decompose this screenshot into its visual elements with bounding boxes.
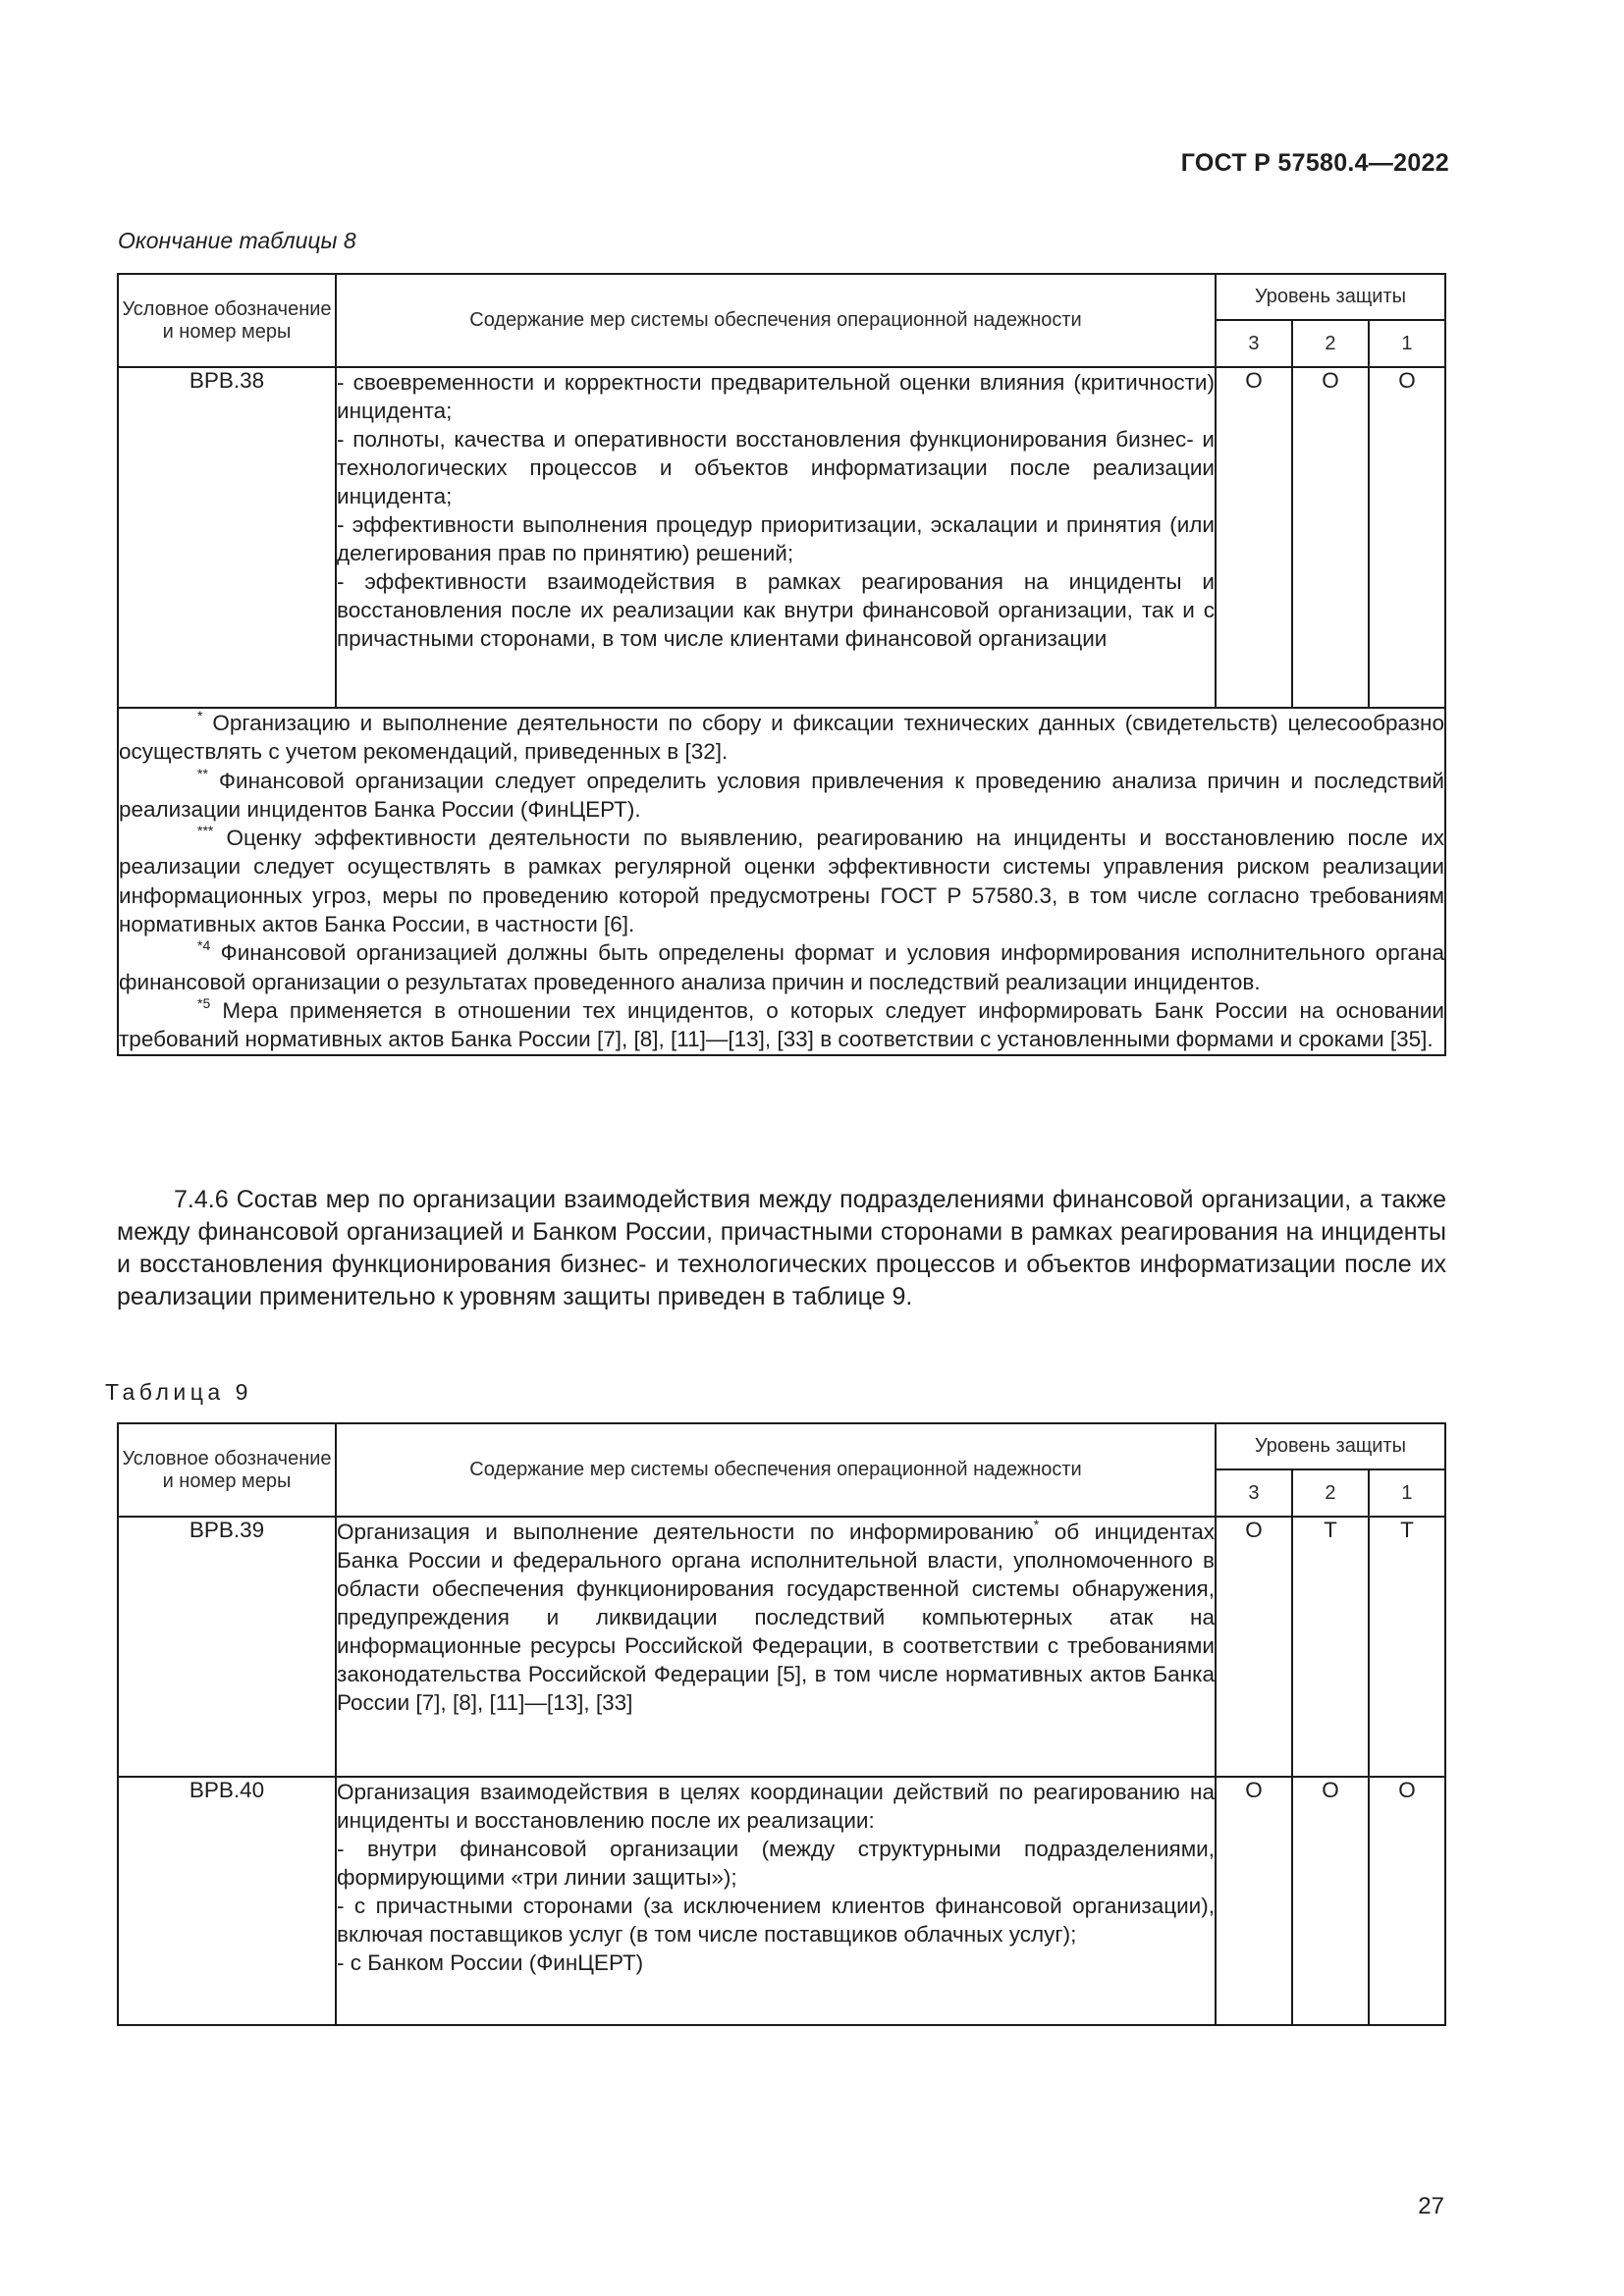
footnote [119, 996, 1444, 1054]
table-9 [117, 1422, 1446, 2026]
table-row [118, 367, 1445, 708]
footnote-text: Финансовой организацией должны быть определены формат и условия информирования исполнительного органа финансовой организации о результатах проведенного анализа причин и последствий реализации инцидентов. [119, 940, 1444, 994]
measure-line: - с причастными сторонами (за исключением клиентов финансовой организации), включая поставщиков услуг (в том числе поставщиков облачных услуг); [337, 1894, 1215, 1947]
measure-line: - полноты, качества и оперативности восстановления функционирования бизнес- и технологических процессов и объектов информатизации после реализации инцидента; [337, 427, 1215, 508]
page-number: 27 [1418, 2193, 1444, 2219]
footnote-text: Оценку эффективности деятельности по выявлению, реагированию на инциденты и восстановлению после их реализации следует осуществлять в рамках регулярной оценки эффективности системы управления риском реализации информационных угроз, меры по проведению которой предусмотрены ГОСТ Р 57580.3, в том числе согласно требованиям нормативных актов Банка России, в частности [6]. [119, 826, 1444, 937]
column-header-content: Содержание мер системы обеспечения операционной надежности [336, 1423, 1216, 1517]
level-1-value: О [1369, 1777, 1445, 2025]
column-header-content: Содержание мер системы обеспечения операционной надежности [336, 274, 1216, 367]
measure-content [336, 1517, 1216, 1777]
level-3-value: О [1216, 1777, 1292, 2025]
table-notes-row [118, 708, 1445, 1055]
footnote-text: Мера применяется в отношении тех инцидентов, о которых следует информировать Банк России на основании требований нормативных актов Банка России [7], [8], [11]—[13], [33] в соответствии с установленными формами и сроками [35]. [119, 997, 1444, 1052]
footnote [119, 767, 1444, 825]
measure-line: - эффективности выполнения процедур приоритизации, эскалации и принятия (или делегирования прав по принятию) решений; [337, 512, 1215, 565]
section-paragraph: 7.4.6 Состав мер по организации взаимодействия между подразделениями финансовой организации, а также между финансовой организацией и Банком России, причастными сторонами в рамках реагирования на инциденты и восстановления функционирования бизнес- и технологических процессов и объектов информатизации после их реализации применительно к уровням защиты приведен в таблице 9. [117, 1186, 1446, 1310]
column-header-code: Условное обозначение и номер меры [118, 1423, 336, 1517]
column-header-level: Уровень защиты [1216, 274, 1445, 320]
footnote-mark: *4 [197, 937, 211, 954]
table-row [118, 1777, 1445, 2025]
measure-content [336, 367, 1216, 708]
measure-content [336, 1777, 1216, 2025]
level-3-value: О [1216, 1517, 1292, 1777]
level-2-value: О [1292, 1777, 1369, 2025]
footnote-mark: ** [197, 765, 208, 781]
measure-text: Организация и выполнение деятельности по информированию [337, 1520, 1034, 1544]
table-9-caption: Таблица 9 [105, 1379, 252, 1405]
measure-code: ВРВ.40 [118, 1777, 336, 2025]
level-1-value: О [1369, 367, 1445, 708]
measure-code: ВРВ.38 [118, 367, 336, 708]
column-header-code: Условное обозначение и номер меры [118, 274, 336, 367]
column-header-level-1: 1 [1369, 320, 1445, 367]
footnote-mark: *** [197, 823, 214, 839]
footnote-reference: * [1033, 1517, 1040, 1532]
table-8 [117, 273, 1446, 1056]
column-header-level-2: 2 [1292, 320, 1369, 367]
table-notes [118, 708, 1445, 1055]
footnote [119, 824, 1444, 938]
footnote-text: Организацию и выполнение деятельности по сбору и фиксации технических данных (свидетельств) целесообразно осуществлять с учетом рекомендаций, приведенных в [32]. [119, 711, 1444, 765]
document-code: ГОСТ Р 57580.4—2022 [1180, 149, 1449, 177]
measure-code: ВРВ.39 [118, 1517, 336, 1777]
column-header-level-3: 3 [1216, 1469, 1292, 1517]
measure-line: - с Банком России (ФинЦЕРТ) [337, 1950, 644, 1975]
measure-text: об инцидентах Банка России и федерального органа исполнительной власти, уполномоченного в области обеспечения функционирования государственной системы обнаружения, предупреждения и ликвидации последствий компьютерных атак на информационные ресурсы Российской Федерации, в соответствии с требованиями законодательства Российской Федерации [5], в том числе нормативных актов Банка России [7], [8], [11]—[13], [33] [337, 1520, 1215, 1715]
measure-line: Организация взаимодействия в целях координации действий по реагированию на инциденты и восстановлению после их реализации: [337, 1780, 1215, 1833]
level-2-value: О [1292, 367, 1369, 708]
footnote-mark: * [197, 708, 203, 723]
footnote [119, 938, 1444, 996]
footnote [119, 709, 1444, 767]
column-header-level: Уровень защиты [1216, 1423, 1445, 1469]
table-8-caption: Окончание таблицы 8 [118, 228, 356, 253]
measure-line: - эффективности взаимодействия в рамках реагирования на инциденты и восстановления после их реализации как внутри финансовой организации, так и с причастными сторонами, в том числе клиентами финансовой организации [337, 569, 1215, 651]
column-header-level-2: 2 [1292, 1469, 1369, 1517]
column-header-level-1: 1 [1369, 1469, 1445, 1517]
footnote-mark: *5 [197, 994, 211, 1011]
level-3-value: О [1216, 367, 1292, 708]
level-2-value: Т [1292, 1517, 1369, 1777]
level-1-value: Т [1369, 1517, 1445, 1777]
measure-line: - внутри финансовой организации (между структурными подразделениями, формирующими «три линии защиты»); [337, 1837, 1215, 1890]
measure-line: - своевременности и корректности предварительной оценки влияния (критичности) инцидента; [337, 370, 1215, 423]
column-header-level-3: 3 [1216, 320, 1292, 367]
table-row [118, 1517, 1445, 1777]
footnote-text: Финансовой организации следует определить условия привлечения к проведению анализа причин и последствий реализации инцидентов Банка России (ФинЦЕРТ). [119, 768, 1444, 822]
